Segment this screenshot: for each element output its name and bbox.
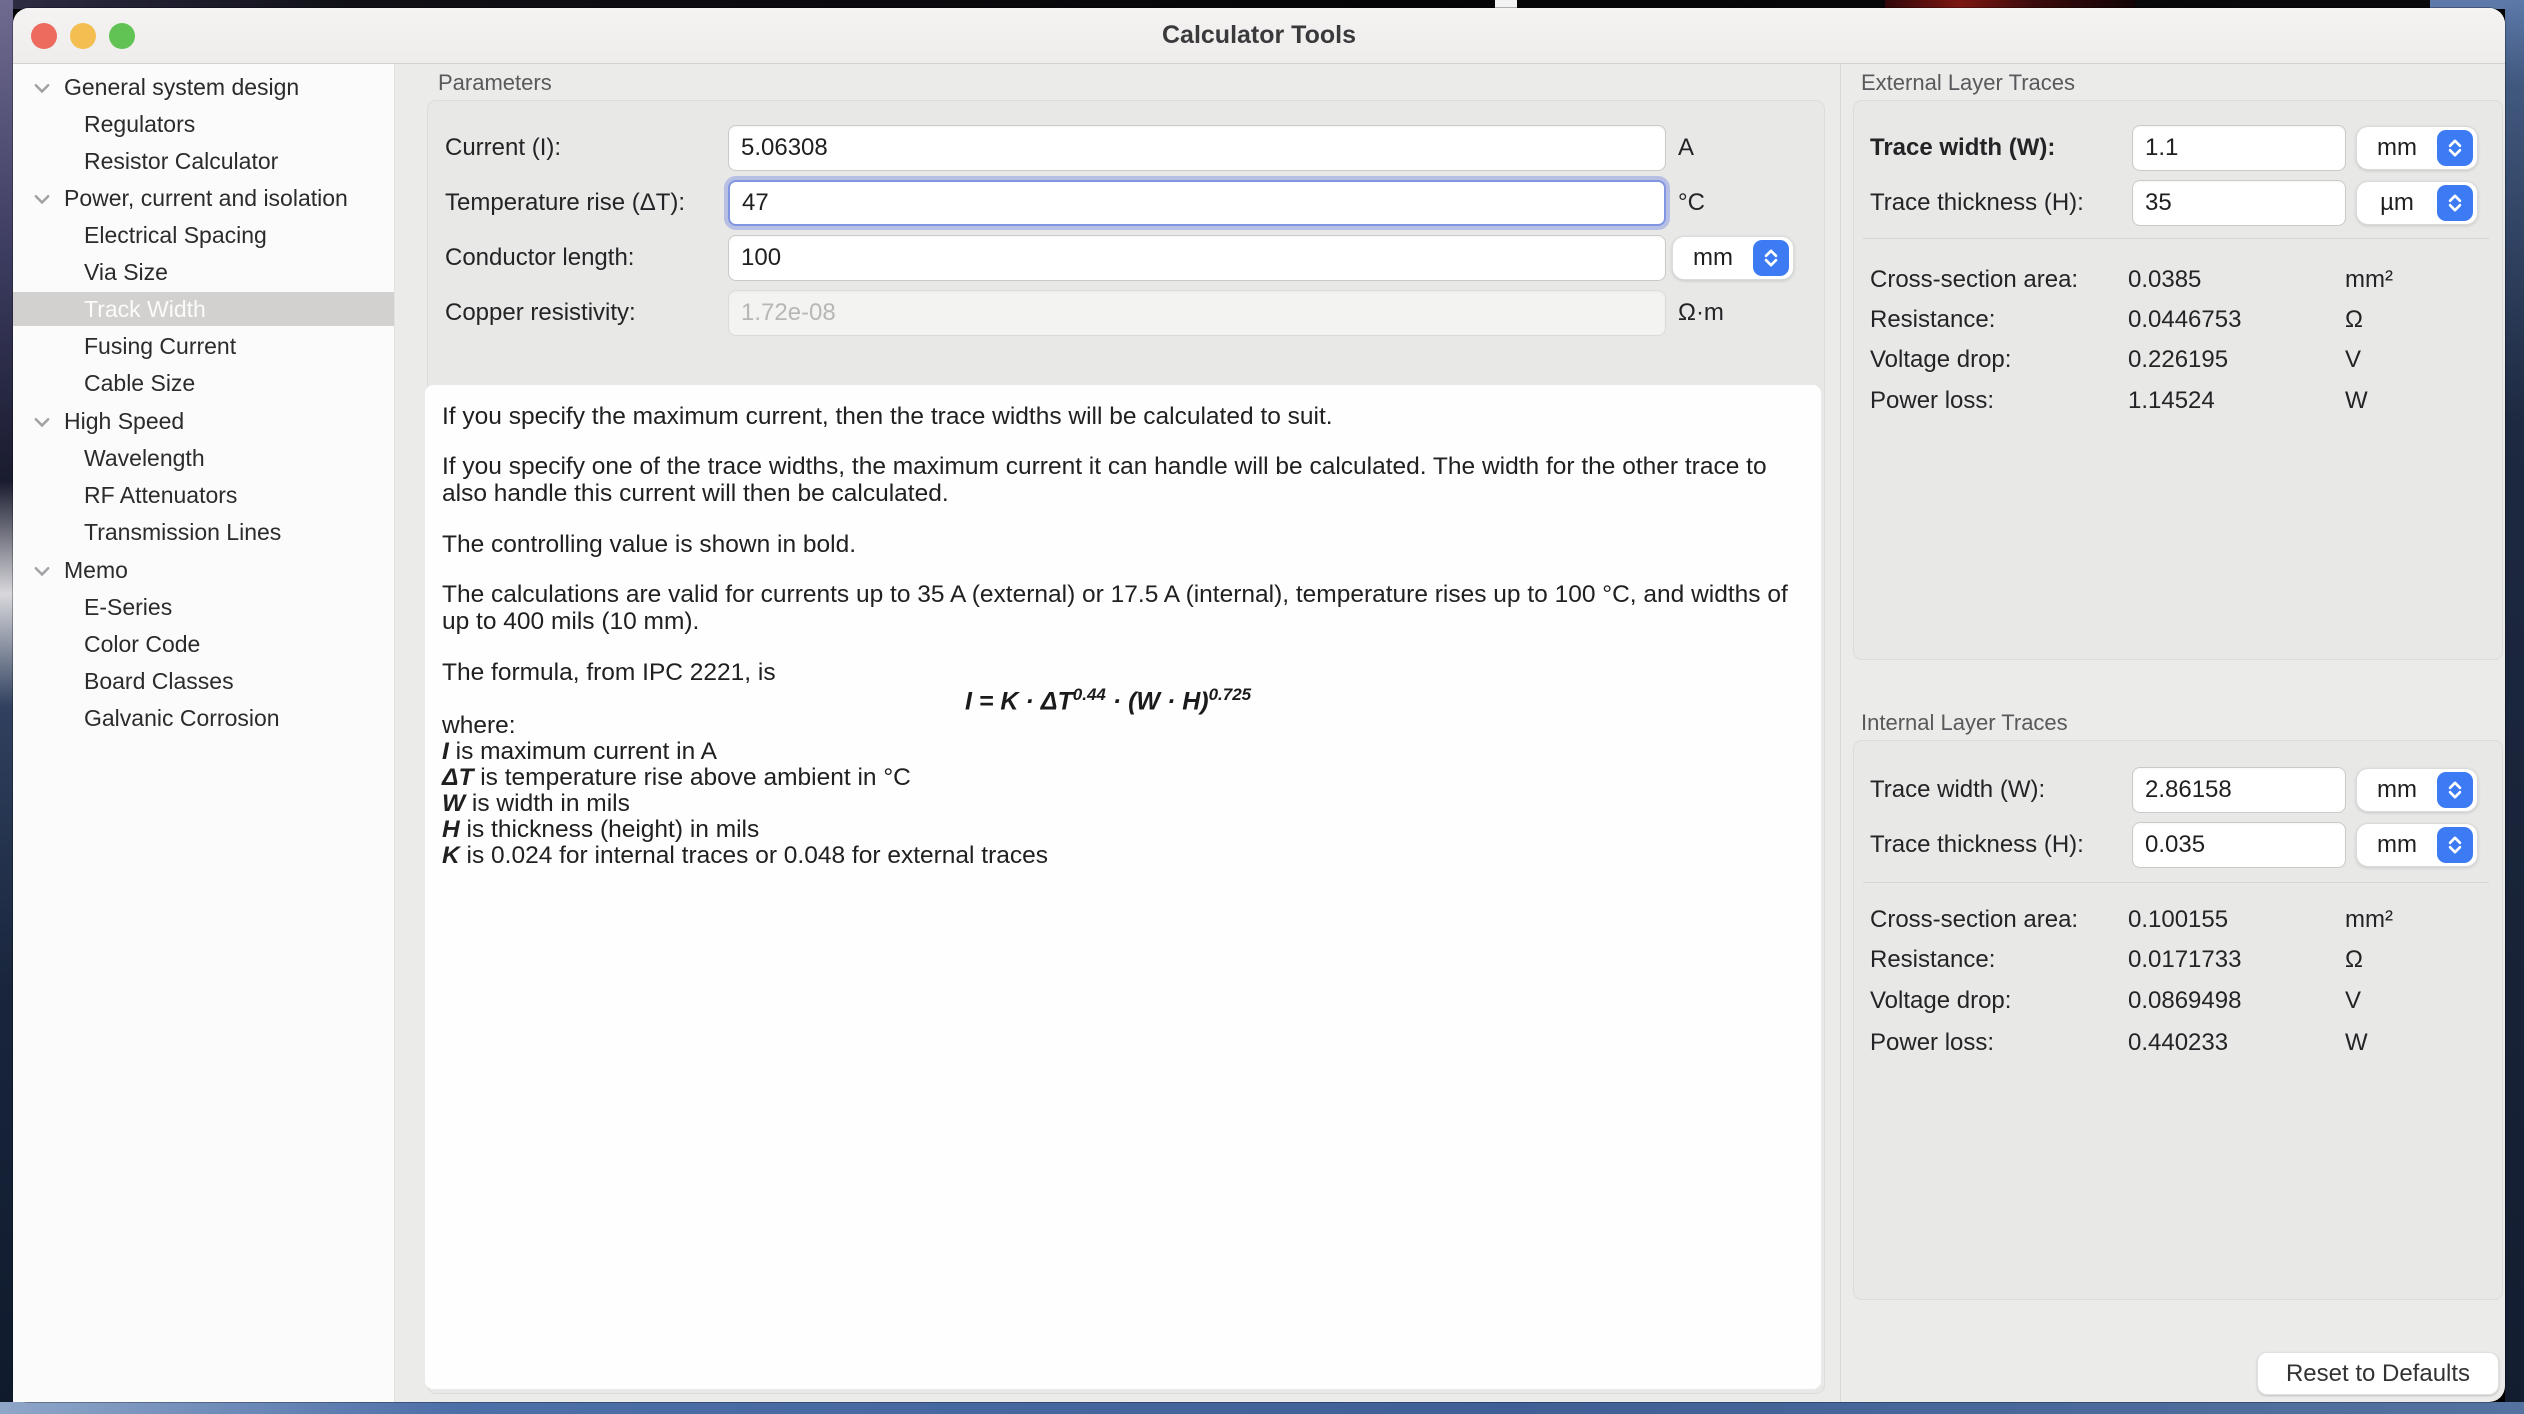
where-line-K: K is 0.024 for internal traces or 0.048 for external traces	[442, 842, 1049, 869]
internal-trace-width-unit-select[interactable]	[2356, 768, 2478, 812]
sidebar-item-label: Cable Size	[84, 370, 196, 396]
unit-value: mm	[2377, 776, 2417, 803]
desktop-background-bottom	[0, 1402, 2524, 1414]
sidebar-item-label: Via Size	[84, 259, 168, 285]
external-trace-width-input[interactable]	[2132, 125, 2346, 171]
window-title: Calculator Tools	[1161, 21, 1356, 49]
unit-value: mm	[2377, 831, 2417, 858]
sidebar-item-label: Electrical Spacing	[84, 222, 267, 248]
unit-value: mm	[1693, 244, 1733, 271]
external-result-value: 0.0446753	[2128, 306, 2242, 333]
external-result-unit: W	[2345, 387, 2368, 414]
sidebar-item-label: RF Attenuators	[84, 482, 238, 508]
sidebar-item-general-system-design[interactable]	[13, 70, 394, 104]
internal-trace-width-label: Trace width (W):	[1870, 776, 2046, 803]
sidebar-item-wavelength[interactable]	[13, 441, 394, 475]
external-trace-thickness-input[interactable]	[2132, 180, 2346, 226]
sidebar-item-label: Galvanic Corrosion	[84, 705, 280, 731]
chevron-down-icon[interactable]	[31, 411, 53, 433]
internal-result-value: 0.440233	[2128, 1029, 2229, 1056]
internal-section-title: Internal Layer Traces	[1861, 710, 2068, 735]
stepper-icon[interactable]	[1753, 240, 1789, 276]
sidebar-item-label: Regulators	[84, 111, 196, 137]
internal-trace-thickness-label: Trace thickness (H):	[1870, 831, 2084, 858]
reset-to-defaults-button[interactable]: Reset to Defaults	[2257, 1352, 2499, 1395]
internal-result-label: Voltage drop:	[1870, 987, 2012, 1014]
ipc2221-formula: $I = K \cdot \Delta T^{0.44} \cdot (W \cdot H)^{0.725}$	[965, 685, 1252, 716]
external-trace-thickness-label: Trace thickness (H):	[1870, 189, 2084, 216]
internal-trace-width-input[interactable]	[2132, 767, 2346, 813]
stepper-icon[interactable]	[2437, 827, 2473, 863]
stepper-icon[interactable]	[2437, 130, 2473, 166]
external-result-unit: mm²	[2345, 266, 2393, 293]
current-unit: A	[1678, 134, 1695, 161]
internal-result-value: 0.0171733	[2128, 946, 2242, 973]
sidebar	[13, 64, 395, 1402]
current-input[interactable]	[728, 125, 1666, 171]
internal-separator	[1863, 882, 2489, 883]
internal-result-value: 0.100155	[2128, 906, 2229, 933]
temperature-rise-label: Temperature rise (ΔT):	[445, 189, 686, 216]
sidebar-item-label: Color Code	[84, 631, 201, 657]
sidebar-item-galvanic-corrosion[interactable]	[13, 701, 394, 735]
internal-trace-thickness-input[interactable]	[2132, 822, 2346, 868]
sidebar-item-label: Fusing Current	[84, 333, 237, 359]
where-line-dT: ΔT is temperature rise above ambient in °C	[442, 764, 911, 791]
external-trace-width-label: Trace width (W):	[1870, 134, 2056, 161]
external-trace-width-unit-select[interactable]	[2356, 126, 2478, 170]
sidebar-item-electrical-spacing[interactable]	[13, 218, 394, 252]
chevron-down-icon[interactable]	[31, 560, 53, 582]
sidebar-item-transmission-lines[interactable]	[13, 515, 394, 549]
internal-result-unit: mm²	[2345, 906, 2393, 933]
sidebar-item-via-size[interactable]	[13, 255, 394, 289]
unit-value: mm	[2377, 134, 2417, 161]
internal-result-unit: W	[2345, 1029, 2368, 1056]
parameters-section-title: Parameters	[438, 70, 552, 95]
sidebar-item-label: Wavelength	[84, 445, 205, 471]
internal-trace-thickness-unit-select[interactable]	[2356, 823, 2478, 867]
sidebar-item-label: Transmission Lines	[84, 519, 282, 545]
sidebar-item-resistor-calculator[interactable]	[13, 144, 394, 178]
external-result-value: 0.0385	[2128, 266, 2202, 293]
calculator-tools-window	[13, 8, 2505, 1402]
where-line-H: H is thickness (height) in mils	[442, 816, 760, 843]
sidebar-item-label: Power, current and isolation	[64, 185, 348, 211]
external-result-value: 0.226195	[2128, 346, 2229, 373]
description-paragraph-2: If you specify one of the trace widths, the maximum current it can handle will be calculated. The width for the other trace to also handle this current will then be calculated.	[442, 453, 1767, 507]
external-result-label: Power loss:	[1870, 387, 1995, 414]
sidebar-item-label: Board Classes	[84, 668, 234, 694]
sidebar-item-label: Memo	[64, 557, 128, 583]
internal-result-value: 0.0869498	[2128, 987, 2242, 1014]
description-paragraph-3: The controlling value is shown in bold.	[442, 531, 857, 558]
stepper-icon[interactable]	[2437, 772, 2473, 808]
sidebar-item-label: Resistor Calculator	[84, 148, 279, 174]
sidebar-item-label: High Speed	[64, 408, 185, 434]
conductor-length-unit-select[interactable]	[1672, 236, 1794, 280]
sidebar-item-regulators[interactable]	[13, 107, 394, 141]
chevron-down-icon[interactable]	[31, 77, 53, 99]
temperature-rise-input[interactable]	[728, 180, 1666, 226]
chevron-down-icon[interactable]	[31, 188, 53, 210]
description-paragraph-4: The calculations are valid for currents up to 35 A (external) or 17.5 A (internal), temperature rises up to 100 °C, and widths of up to 400 mils (10 mm).	[442, 581, 1788, 635]
description-panel	[425, 385, 1821, 1389]
external-separator	[1863, 238, 2489, 239]
sidebar-item-power-current-isolation[interactable]	[13, 181, 394, 215]
sidebar-item-color-code[interactable]	[13, 627, 394, 661]
sidebar-item-track-width[interactable]	[13, 292, 394, 326]
copper-resistivity-input	[728, 290, 1666, 336]
internal-result-unit: Ω	[2345, 946, 2363, 973]
internal-result-unit: V	[2345, 987, 2362, 1014]
internal-result-label: Cross-section area:	[1870, 906, 2079, 933]
sidebar-item-label: E-Series	[84, 594, 173, 620]
internal-result-label: Resistance:	[1870, 946, 1996, 973]
copper-resistivity-label: Copper resistivity:	[445, 299, 636, 326]
desktop-background-right	[2505, 0, 2524, 1414]
external-section-title: External Layer Traces	[1861, 70, 2075, 95]
copper-resistivity-unit: Ω·m	[1678, 299, 1724, 326]
sidebar-item-high-speed[interactable]	[13, 404, 394, 438]
desktop-background-left	[0, 0, 13, 1414]
panel-divider	[1840, 64, 1841, 1402]
external-result-value: 1.14524	[2128, 387, 2215, 414]
external-result-label: Cross-section area:	[1870, 266, 2079, 293]
where-label: where:	[442, 712, 516, 739]
conductor-length-input[interactable]	[728, 235, 1666, 281]
sidebar-item-label: General system design	[64, 74, 300, 100]
sidebar-item-label: Track Width	[84, 296, 206, 322]
temperature-rise-unit: °C	[1678, 189, 1705, 216]
external-trace-thickness-unit-select[interactable]	[2356, 181, 2478, 225]
title-bar[interactable]	[13, 8, 2505, 64]
formula-intro: The formula, from IPC 2221, is	[442, 659, 776, 686]
stepper-icon[interactable]	[2437, 185, 2473, 221]
description-paragraph-1: If you specify the maximum current, then the trace widths will be calculated to suit.	[442, 403, 1333, 430]
where-line-W: W is width in mils	[442, 790, 630, 817]
external-result-label: Resistance:	[1870, 306, 1996, 333]
current-label: Current (I):	[445, 134, 562, 161]
where-line-I: I is maximum current in A	[442, 738, 718, 765]
internal-result-label: Power loss:	[1870, 1029, 1995, 1056]
sidebar-item-rf-attenuators[interactable]	[13, 478, 394, 512]
external-result-label: Voltage drop:	[1870, 346, 2012, 373]
unit-value: µm	[2380, 189, 2414, 216]
external-result-unit: Ω	[2345, 306, 2363, 333]
conductor-length-label: Conductor length:	[445, 244, 635, 271]
sidebar-item-memo[interactable]	[13, 553, 394, 587]
sidebar-item-board-classes[interactable]	[13, 664, 394, 698]
sidebar-item-fusing-current[interactable]	[13, 329, 394, 363]
sidebar-item-cable-size[interactable]	[13, 366, 394, 400]
external-result-unit: V	[2345, 346, 2362, 373]
sidebar-item-e-series[interactable]	[13, 590, 394, 624]
